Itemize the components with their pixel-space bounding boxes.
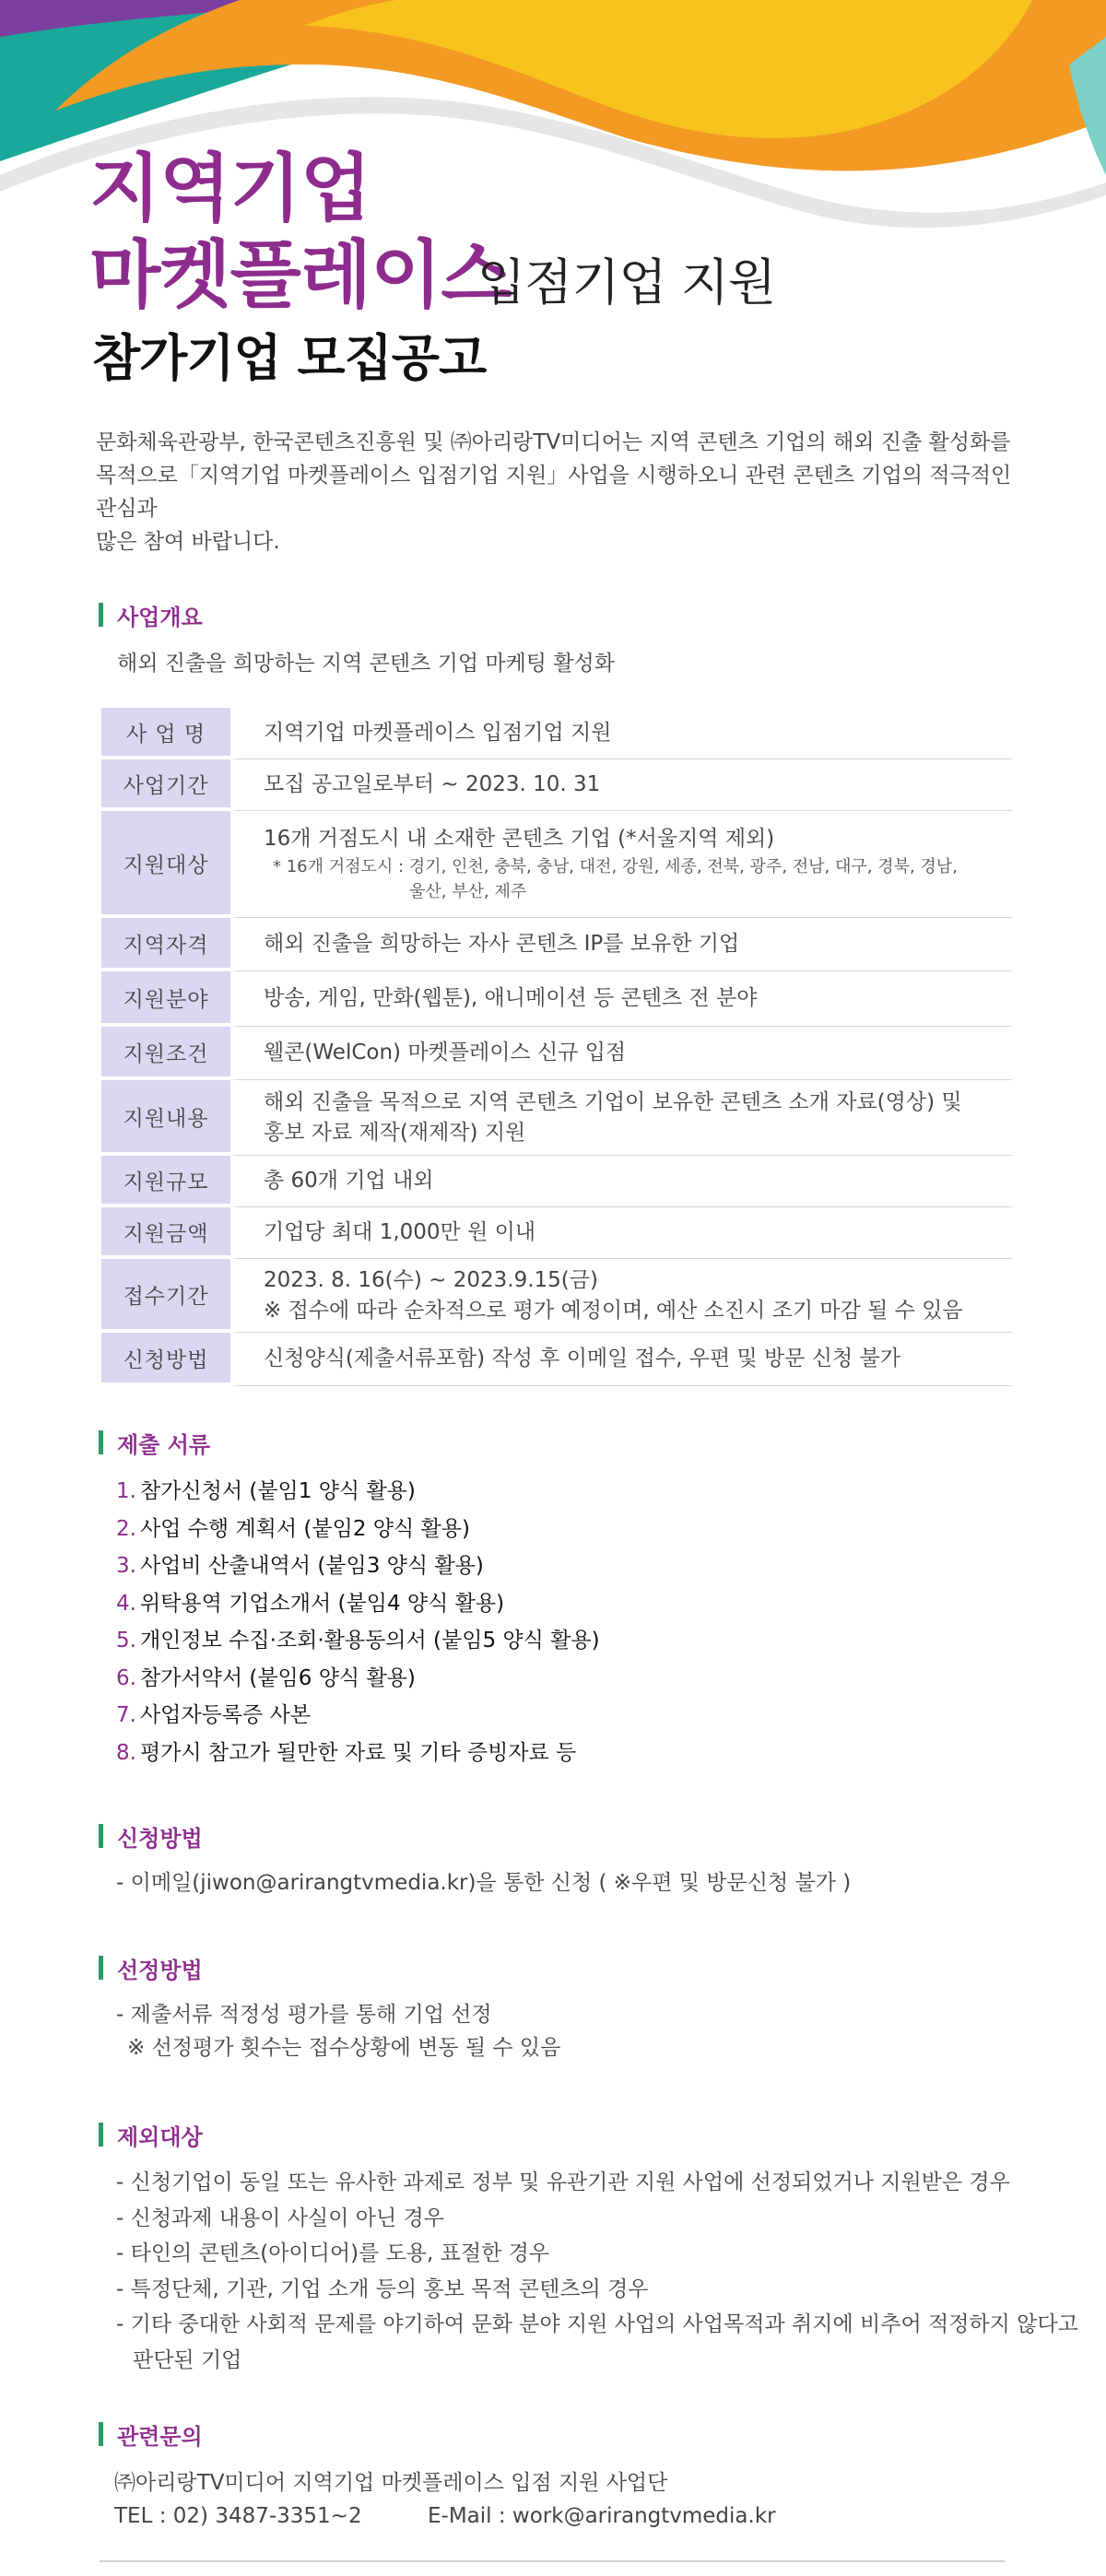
row-value: 총 60개 기업 내외 bbox=[230, 1156, 1012, 1207]
list-item: 1. 참가신청서 (붙임1 양식 활용) bbox=[116, 1479, 416, 1503]
table-row bbox=[101, 918, 1012, 971]
intro-line: 목적으로「지역기업 마켓플레이스 입점기업 지원」사업을 시행하오니 관련 콘텐츠 기업의 적극적인 관심과 bbox=[96, 464, 1012, 521]
row-label: 지원금액 bbox=[101, 1207, 230, 1259]
application-text: - 이메일(jiwon@arirangtvmedia.kr)을 통한 신청 ( ※우편 및 방문신청 불가 ) bbox=[116, 1871, 852, 1895]
list-item: 3. 사업비 산출내역서 (붙임3 양식 활용) bbox=[116, 1554, 484, 1578]
list-item: - 타인의 콘텐츠(아이디어)를 도용, 표절한 경우 bbox=[116, 2241, 550, 2265]
table-row bbox=[101, 1027, 1012, 1080]
page-title-suffix: 입점기업 지원 bbox=[477, 253, 776, 312]
row-value: 2023. 8. 16(수) ~ 2023.9.15(금) ※ 접수에 따라 순차적으로 평가 예정이며, 예산 소진시 조기 마감 될 수 있음 bbox=[230, 1259, 1012, 1333]
list-item: - 신청과제 내용이 사실이 아닌 경우 bbox=[116, 2205, 444, 2230]
row-label: 지원규모 bbox=[101, 1156, 230, 1207]
row-value: 해외 진출을 희망하는 자사 콘텐츠 IP를 보유한 기업 bbox=[230, 918, 1012, 971]
section-heading-text: 사업개요 bbox=[117, 604, 203, 630]
footer-divider bbox=[100, 2560, 1005, 2562]
table-row bbox=[101, 759, 1012, 811]
row-note: * 16개 거점도시 : 경기, 인천, 충북, 충남, 대전, 강원, 세종, 전북, 광주, 전남, 대구, 경북, 경남, bbox=[273, 857, 958, 876]
table-row bbox=[101, 811, 1012, 918]
table-row bbox=[101, 1156, 1012, 1207]
list-item: 2. 사업 수행 계획서 (붙임2 양식 활용) bbox=[116, 1516, 470, 1541]
page-title-line1: 지역기업 bbox=[89, 146, 371, 231]
table-row bbox=[101, 1333, 1012, 1386]
contact-info bbox=[114, 2466, 776, 2533]
list-item: 7. 사업자등록증 사본 bbox=[116, 1703, 312, 1727]
row-value: 지역기업 마켓플레이스 입점기업 지원 bbox=[230, 708, 1012, 759]
list-item: - 기타 중대한 사회적 문제를 야기하여 문화 분야 지원 사업의 사업목적과 취지에 비추어 적정하지 않다고 bbox=[116, 2312, 1078, 2336]
section-heading-application bbox=[99, 1822, 203, 1850]
contact-org: ㈜아리랑TV미디어 지역기업 마켓플레이스 입점 지원 사업단 bbox=[114, 2471, 668, 2495]
page-subtitle: 참가기업 모집공고 bbox=[92, 329, 487, 387]
contact-email: E-Mail : work@arirangtvmedia.kr bbox=[428, 2504, 776, 2528]
overview-table bbox=[101, 708, 1012, 1386]
intro-line: 문화체육관광부, 한국콘텐츠진흥원 및 ㈜아리랑TV미디어는 지역 콘텐츠 기업의 해외 진출 활성화를 bbox=[96, 430, 1011, 454]
table-row bbox=[101, 971, 1012, 1027]
section-heading-text: 제출 서류 bbox=[117, 1431, 211, 1458]
list-item: 6. 참가서약서 (붙임6 양식 활용) bbox=[116, 1665, 416, 1690]
section-heading-text: 신청방법 bbox=[117, 1825, 203, 1852]
section-heading-documents bbox=[99, 1429, 210, 1456]
list-item: - 특정단체, 기관, 기업 소개 등의 홍보 목적 콘텐츠의 경우 bbox=[116, 2276, 649, 2301]
row-value: 모집 공고일로부터 ~ 2023. 10. 31 bbox=[230, 759, 1012, 811]
heading-bar bbox=[99, 2422, 103, 2446]
row-value: 신청양식(제출서류포함) 작성 후 이메일 접수, 우편 및 방문 신청 불가 bbox=[230, 1333, 1012, 1386]
table-row bbox=[101, 1080, 1012, 1156]
row-label: 지원내용 bbox=[101, 1080, 230, 1156]
heading-bar bbox=[99, 1824, 103, 1848]
row-value: 기업당 최대 1,000만 원 이내 bbox=[230, 1207, 1012, 1259]
section-heading-text: 제외대상 bbox=[117, 2123, 203, 2150]
exclusion-list bbox=[116, 2165, 1078, 2378]
selection-text: - 제출서류 적정성 평가를 통해 기업 선정 ※ 선정평가 횟수는 접수상황에 변동 될 수 있음 bbox=[116, 2003, 561, 2060]
list-item: 8. 평가시 참고가 될만한 자료 및 기타 증빙자료 등 bbox=[116, 1740, 577, 1765]
contact-tel: TEL : 02) 3487-3351~2 bbox=[114, 2504, 362, 2528]
row-label: 지역자격 bbox=[101, 918, 230, 971]
row-label: 신청방법 bbox=[101, 1333, 230, 1386]
row-label: 사업기간 bbox=[101, 759, 230, 811]
intro-line: 많은 참여 바랍니다. bbox=[96, 530, 280, 554]
section-heading-exclusion bbox=[99, 2121, 203, 2148]
overview-subtitle: 해외 진출을 희망하는 지역 콘텐츠 기업 마케팅 활성화 bbox=[117, 652, 615, 676]
list-item: - 신청기업이 동일 또는 유사한 과제로 정부 및 유관기관 지원 사업에 선정되었거나 지원받은 경우 bbox=[116, 2170, 1010, 2194]
list-item: 5. 개인정보 수집·조회·활용동의서 (붙임5 양식 활용) bbox=[116, 1629, 600, 1653]
list-item: 판단된 기업 bbox=[133, 2347, 242, 2372]
row-label: 접수기간 bbox=[101, 1259, 230, 1333]
table-row bbox=[101, 1207, 1012, 1259]
page-title-line2: 마켓플레이스 bbox=[89, 232, 512, 318]
heading-bar bbox=[99, 2123, 103, 2147]
row-value: 16개 거점도시 내 소재한 콘텐츠 기업 (*서울지역 제외) * 16개 거점도시 : 경기, 인천, 충북, 충남, 대전, 강원, 세종, 전북, 광주, 전남, 대구, 경북, 경남, 울산, 부산, 제주 bbox=[230, 811, 1012, 918]
section-heading-contact bbox=[99, 2420, 203, 2448]
row-label: 사 업 명 bbox=[101, 708, 230, 759]
contact-line bbox=[114, 2500, 776, 2533]
row-value: 방송, 게임, 만화(웹툰), 애니메이션 등 콘텐츠 전 분야 bbox=[230, 971, 1012, 1027]
table-row bbox=[101, 708, 1012, 759]
section-heading-overview bbox=[99, 601, 203, 629]
documents-list bbox=[116, 1473, 600, 1771]
section-heading-text: 관련문의 bbox=[117, 2423, 203, 2450]
row-label: 지원대상 bbox=[101, 811, 230, 918]
heading-bar bbox=[99, 1956, 103, 1980]
section-heading-selection bbox=[99, 1954, 203, 1982]
intro-paragraph bbox=[96, 426, 1036, 559]
row-value: 웰콘(WelCon) 마켓플레이스 신규 입점 bbox=[230, 1027, 1012, 1080]
list-item: 4. 위탁용역 기업소개서 (붙임4 양식 활용) bbox=[116, 1591, 505, 1616]
section-heading-text: 선정방법 bbox=[117, 1957, 203, 1983]
heading-bar bbox=[99, 603, 103, 627]
table-row bbox=[101, 1259, 1012, 1333]
row-value: 해외 진출을 목적으로 지역 콘텐츠 기업이 보유한 콘텐츠 소개 자료(영상) 및 홍보 자료 제작(재제작) 지원 bbox=[230, 1080, 1012, 1156]
row-label: 지원조건 bbox=[101, 1027, 230, 1080]
heading-bar bbox=[99, 1430, 103, 1454]
row-label: 지원분야 bbox=[101, 971, 230, 1027]
row-note: 울산, 부산, 제주 bbox=[409, 882, 527, 901]
